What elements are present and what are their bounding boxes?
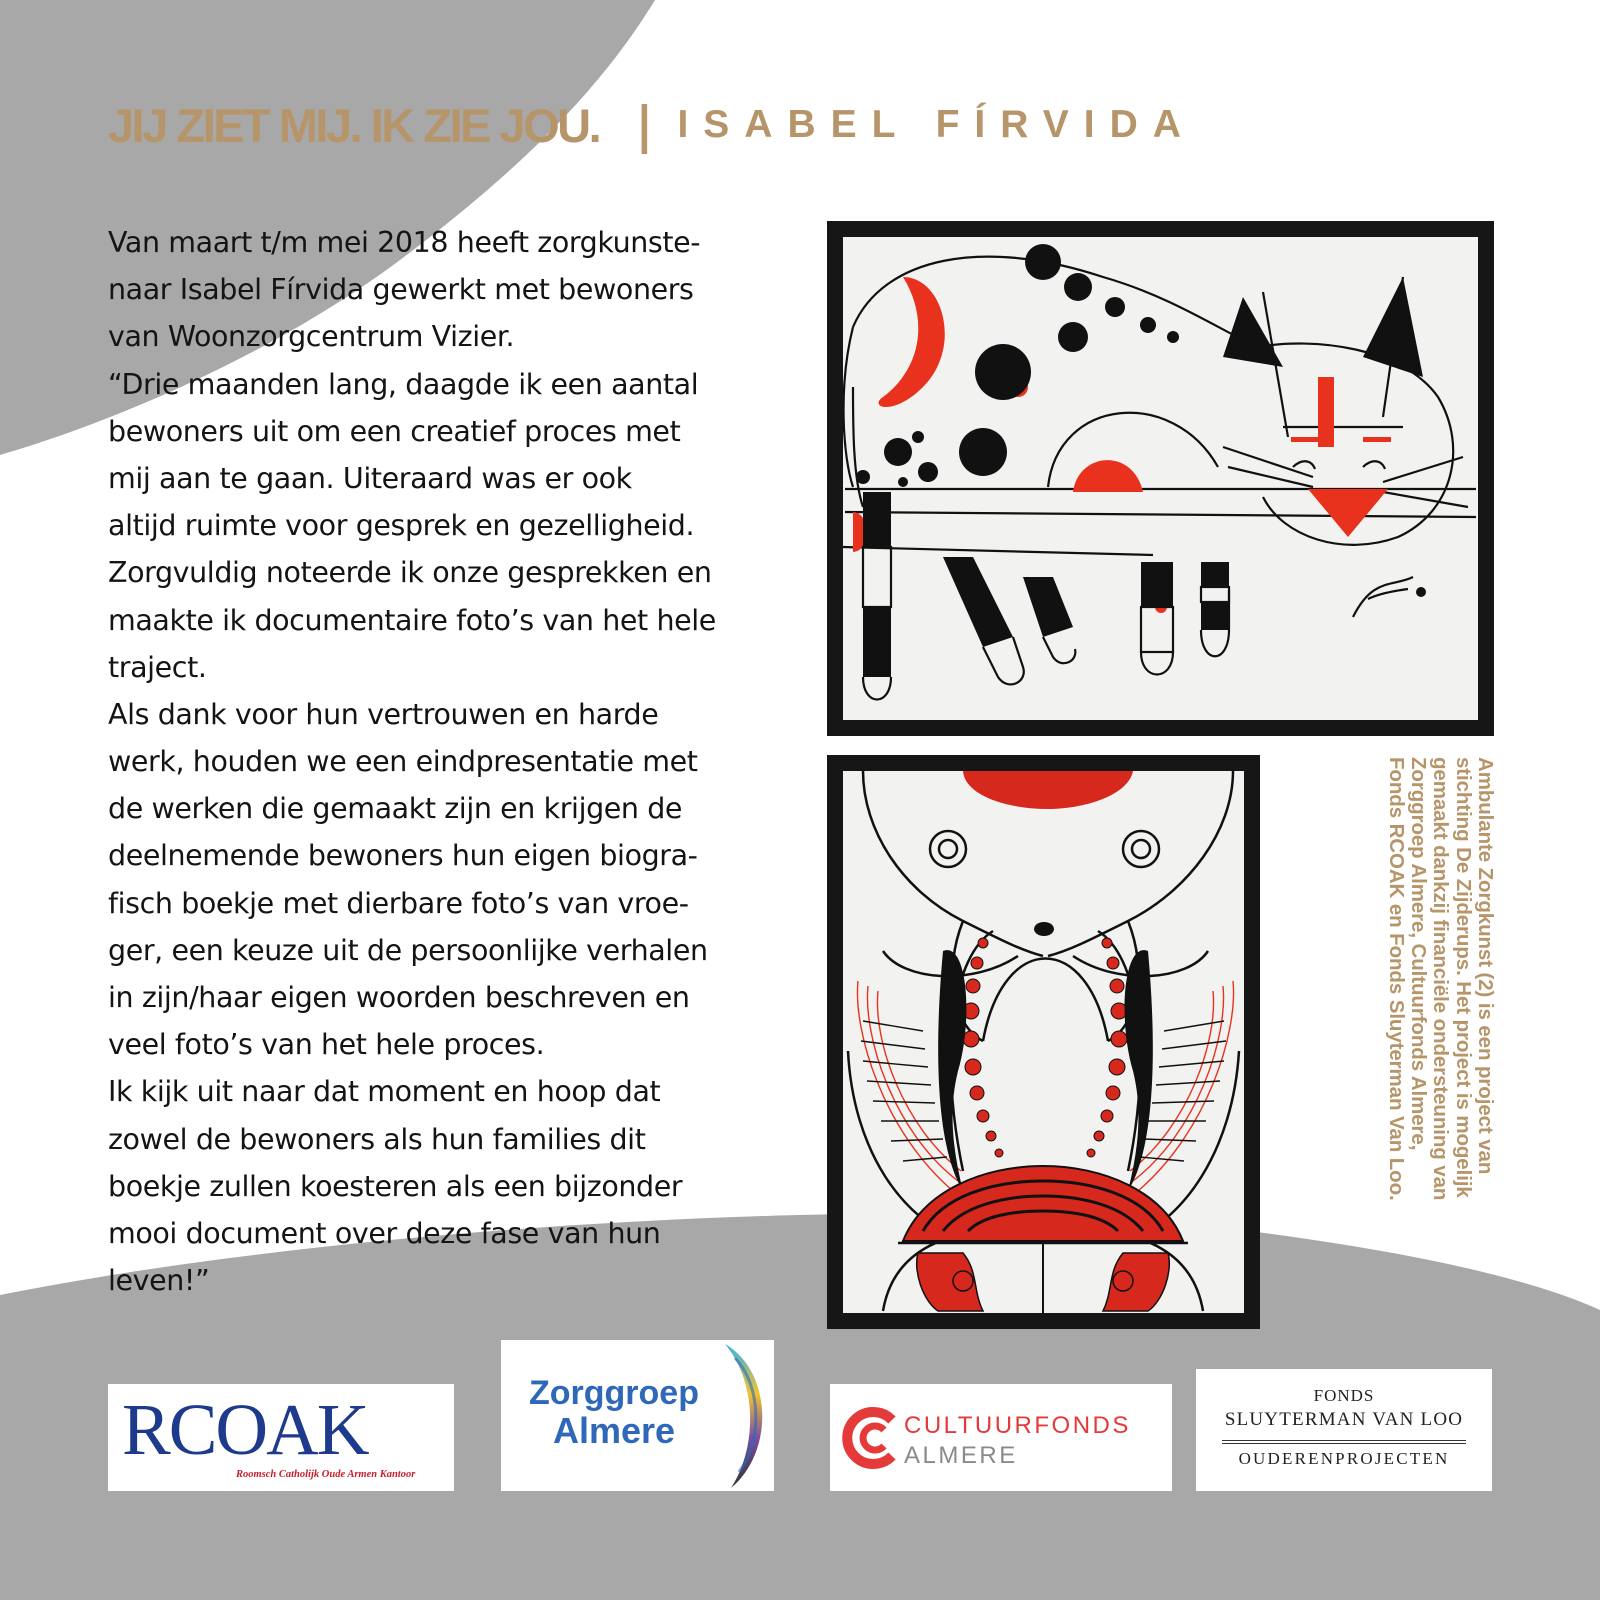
- sluyterman-logo-line2: SLUYTERMAN VAN LOO: [1224, 1409, 1464, 1430]
- credit-vertical-text: [1262, 757, 1502, 1327]
- rcoak-logo-subtitle: Roomsch Catholijk Oude Armen Kantoor: [236, 1469, 416, 1480]
- cultuurfonds-logo-line2: ALMERE: [904, 1442, 1018, 1469]
- body-line: Van maart t/m mei 2018 heeft zorgkunste-: [108, 226, 701, 259]
- body-line: bewoners uit om een creatief proces met: [108, 414, 681, 448]
- cultuurfonds-almere-logo: [830, 1384, 1172, 1491]
- body-line: veel foto’s van het hele proces.: [108, 1028, 545, 1062]
- zorggroep-swoosh-icon: [711, 1340, 774, 1491]
- body-line: in zijn/haar eigen woorden beschreven en: [108, 981, 690, 1014]
- sluyterman-logo-line1: FONDS: [1313, 1386, 1375, 1405]
- zorggroep-logo-line2: Almere: [552, 1410, 676, 1451]
- credit-line: gemaakt dankzij financiële ondersteuning van: [1429, 757, 1453, 1201]
- credit-line: Ambulante Zorgkunst (2) is een project van: [1474, 757, 1497, 1175]
- credit-line: Zorggroep Almere, Cultuurfonds Almere,: [1407, 757, 1431, 1151]
- body-line: altijd ruimte voor gesprek en gezelligheid.: [108, 509, 695, 543]
- title-main: JIJ ZIET MIJ. IK ZIE JOU.: [108, 98, 600, 152]
- body-line: fisch boekje met dierbare foto’s van vroe-: [108, 886, 689, 920]
- cultuurfonds-logo-line1: CULTUURFONDS: [904, 1412, 1131, 1439]
- body-line: Als dank voor hun vertrouwen en harde: [108, 697, 659, 731]
- body-line: naar Isabel Fírvida gewerkt met bewoners: [108, 273, 694, 307]
- body-line: Zorgvuldig noteerde ik onze gesprekken en: [108, 556, 712, 590]
- sluyterman-logo-rule: [1222, 1440, 1466, 1441]
- body-line: mooi document over deze fase van hun: [108, 1216, 661, 1250]
- body-line: de werken die gemaakt zijn en krijgen de: [108, 792, 683, 826]
- title-artist: ISABEL FÍRVIDA: [677, 103, 1196, 146]
- artwork-cat-frame: [827, 221, 1494, 736]
- body-line: zowel de bewoners als hun families dit: [108, 1122, 646, 1156]
- zorggroep-almere-logo: [501, 1340, 774, 1491]
- credit-line: Fonds RCOAK en Fonds Sluyterman Van Loo.: [1384, 757, 1408, 1201]
- artwork-owl-frame: [827, 755, 1260, 1329]
- body-line: deelnemende bewoners hun eigen biogra-: [108, 839, 698, 873]
- body-line: van Woonzorgcentrum Vizier.: [108, 320, 515, 354]
- body-line: mij aan te gaan. Uiteraard was er ook: [108, 461, 632, 495]
- body-line: ger, een keuze uit de persoonlijke verhalen: [108, 933, 708, 967]
- body-line: “Drie maanden lang, daagde ik een aantal: [108, 367, 699, 401]
- artwork-cat-drawing: [843, 237, 1478, 720]
- artwork-owl-drawing: [843, 771, 1244, 1313]
- body-line: maakte ik documentaire foto’s van het hele: [108, 603, 716, 637]
- credit-line: stichting De Zijderups. Het project is mogelijk: [1451, 757, 1475, 1198]
- fonds-sluyterman-van-loo-logo: [1196, 1369, 1492, 1491]
- page-title: [108, 96, 1196, 158]
- body-line: Ik kijk uit naar dat moment en hoop dat: [108, 1075, 661, 1109]
- body-line: boekje zullen koesteren als een bijzonder: [108, 1169, 683, 1203]
- title-separator: |: [635, 96, 654, 154]
- rcoak-logo-name: RCOAK: [122, 1389, 368, 1470]
- sluyterman-logo-rule: [1222, 1443, 1466, 1444]
- body-line: traject.: [108, 650, 207, 684]
- body-line: leven!”: [108, 1264, 210, 1298]
- cultuurfonds-c-icon: [840, 1406, 900, 1470]
- body-text: [108, 219, 788, 1304]
- zorggroep-logo-line1: Zorggroep: [529, 1374, 699, 1412]
- sluyterman-logo-line3: OUDERENPROJECTEN: [1238, 1449, 1450, 1468]
- body-line: werk, houden we een eindpresentatie met: [108, 745, 698, 779]
- rcoak-logo: [108, 1384, 454, 1491]
